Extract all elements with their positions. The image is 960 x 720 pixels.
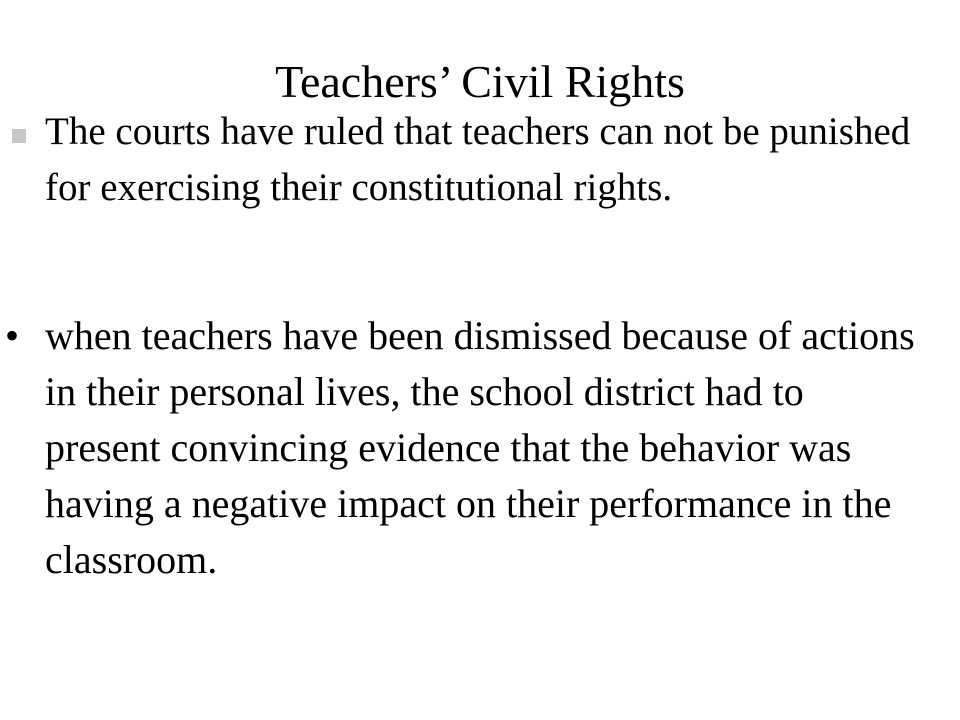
bullet-text-courts: The courts have ruled that teachers can not be punished for exercising their constitutional rights. — [45, 110, 911, 209]
dot-bullet-icon: • — [5, 313, 20, 358]
square-bullet-icon — [12, 129, 26, 143]
slide-title: Teachers’ Civil Rights — [275, 56, 685, 107]
bullet-text-dismissal: when teachers have been dismissed because of actions in their personal lives, the school district had to present convincing evidence that the behavior was having a negative impact on their performance in the classroom. — [45, 313, 915, 582]
